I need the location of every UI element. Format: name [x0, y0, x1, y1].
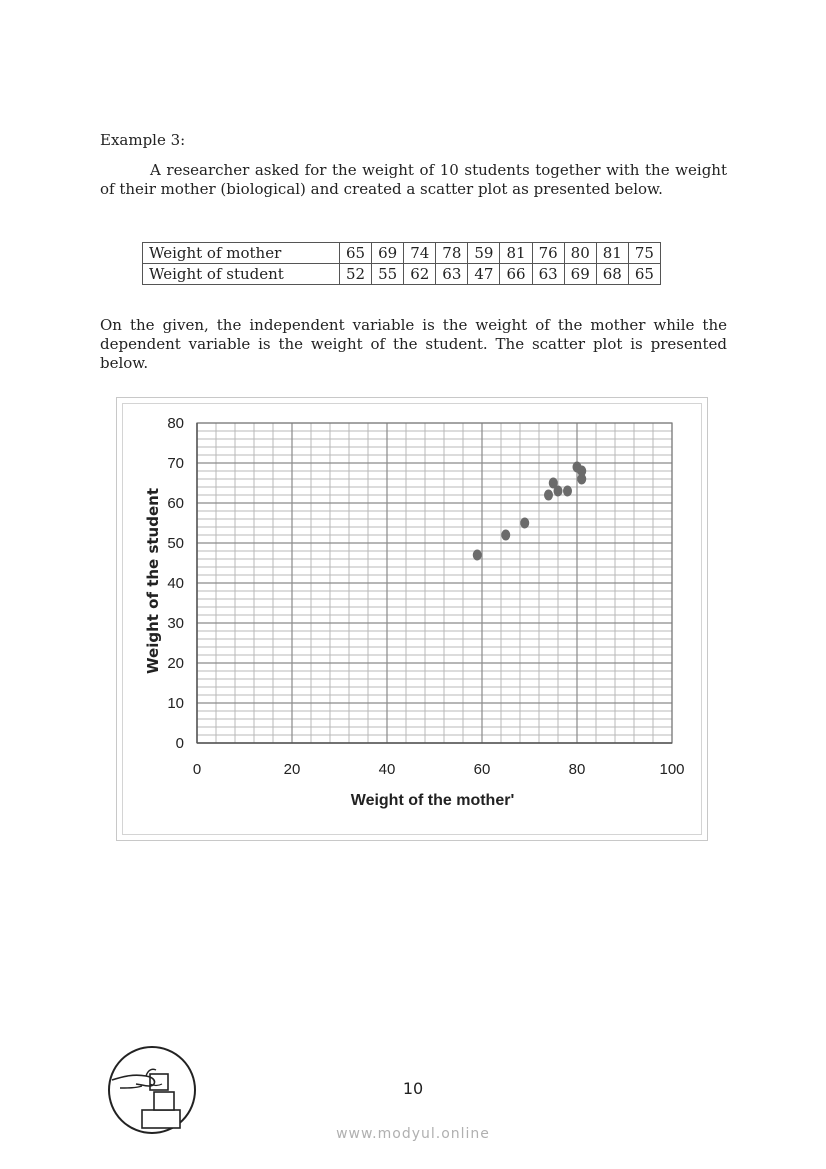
table-cell: 78 [436, 243, 468, 264]
data-point [563, 486, 572, 497]
table-cell: 68 [596, 264, 628, 285]
page-number: 10 [402, 1079, 424, 1098]
y-axis-label: Weight of the student [144, 488, 162, 674]
x-axis-label: Weight of the mother' [350, 792, 515, 809]
data-point [473, 550, 482, 561]
row-label: Weight of student [143, 264, 340, 285]
data-point [544, 490, 553, 501]
y-tick-label: 40 [167, 575, 184, 592]
y-tick-label: 60 [167, 495, 184, 512]
table-cell: 63 [436, 264, 468, 285]
y-tick-label: 20 [167, 655, 184, 672]
data-point [501, 530, 510, 541]
data-point [520, 518, 529, 529]
table-cell: 81 [596, 243, 628, 264]
watermark: www.modyul.online [336, 1126, 490, 1142]
explanation-paragraph: On the given, the independent variable is the weight of the mother while the dependent variable is the weight of the student. The scatter plot is presented below. [100, 316, 727, 372]
y-tick-label: 70 [167, 455, 184, 472]
table-cell: 47 [468, 264, 500, 285]
y-tick-label: 0 [175, 735, 184, 752]
table-cell: 69 [372, 243, 404, 264]
table-cell: 76 [532, 243, 564, 264]
x-tick-label: 40 [378, 761, 396, 778]
table-cell: 75 [628, 243, 660, 264]
table-cell: 66 [500, 264, 532, 285]
y-tick-label: 30 [167, 615, 184, 632]
data-point [549, 478, 558, 489]
x-tick-label: 80 [568, 761, 586, 778]
table-cell: 74 [404, 243, 436, 264]
table-cell: 81 [500, 243, 532, 264]
table-cell: 59 [468, 243, 500, 264]
x-tick-label: 0 [192, 761, 202, 778]
table-cell: 65 [628, 264, 660, 285]
table-cell: 80 [564, 243, 596, 264]
table-cell: 65 [340, 243, 372, 264]
y-tick-label: 80 [167, 415, 184, 432]
table-cell: 62 [404, 264, 436, 285]
data-point [577, 466, 586, 477]
intro-paragraph: A researcher asked for the weight of 10 students together with the weight of their mother (biological) and created a scatter plot as presented below. [100, 161, 727, 198]
table-cell: 63 [532, 264, 564, 285]
x-tick-label: 20 [283, 761, 301, 778]
x-tick-label: 100 [659, 761, 685, 778]
x-tick-label: 60 [473, 761, 491, 778]
table-cell: 55 [372, 264, 404, 285]
table-cell: 52 [340, 264, 372, 285]
example-heading: Example 3: [100, 131, 186, 149]
row-label: Weight of mother [143, 243, 340, 264]
y-tick-label: 50 [167, 535, 184, 552]
y-tick-label: 10 [167, 695, 184, 712]
table-cell: 69 [564, 264, 596, 285]
